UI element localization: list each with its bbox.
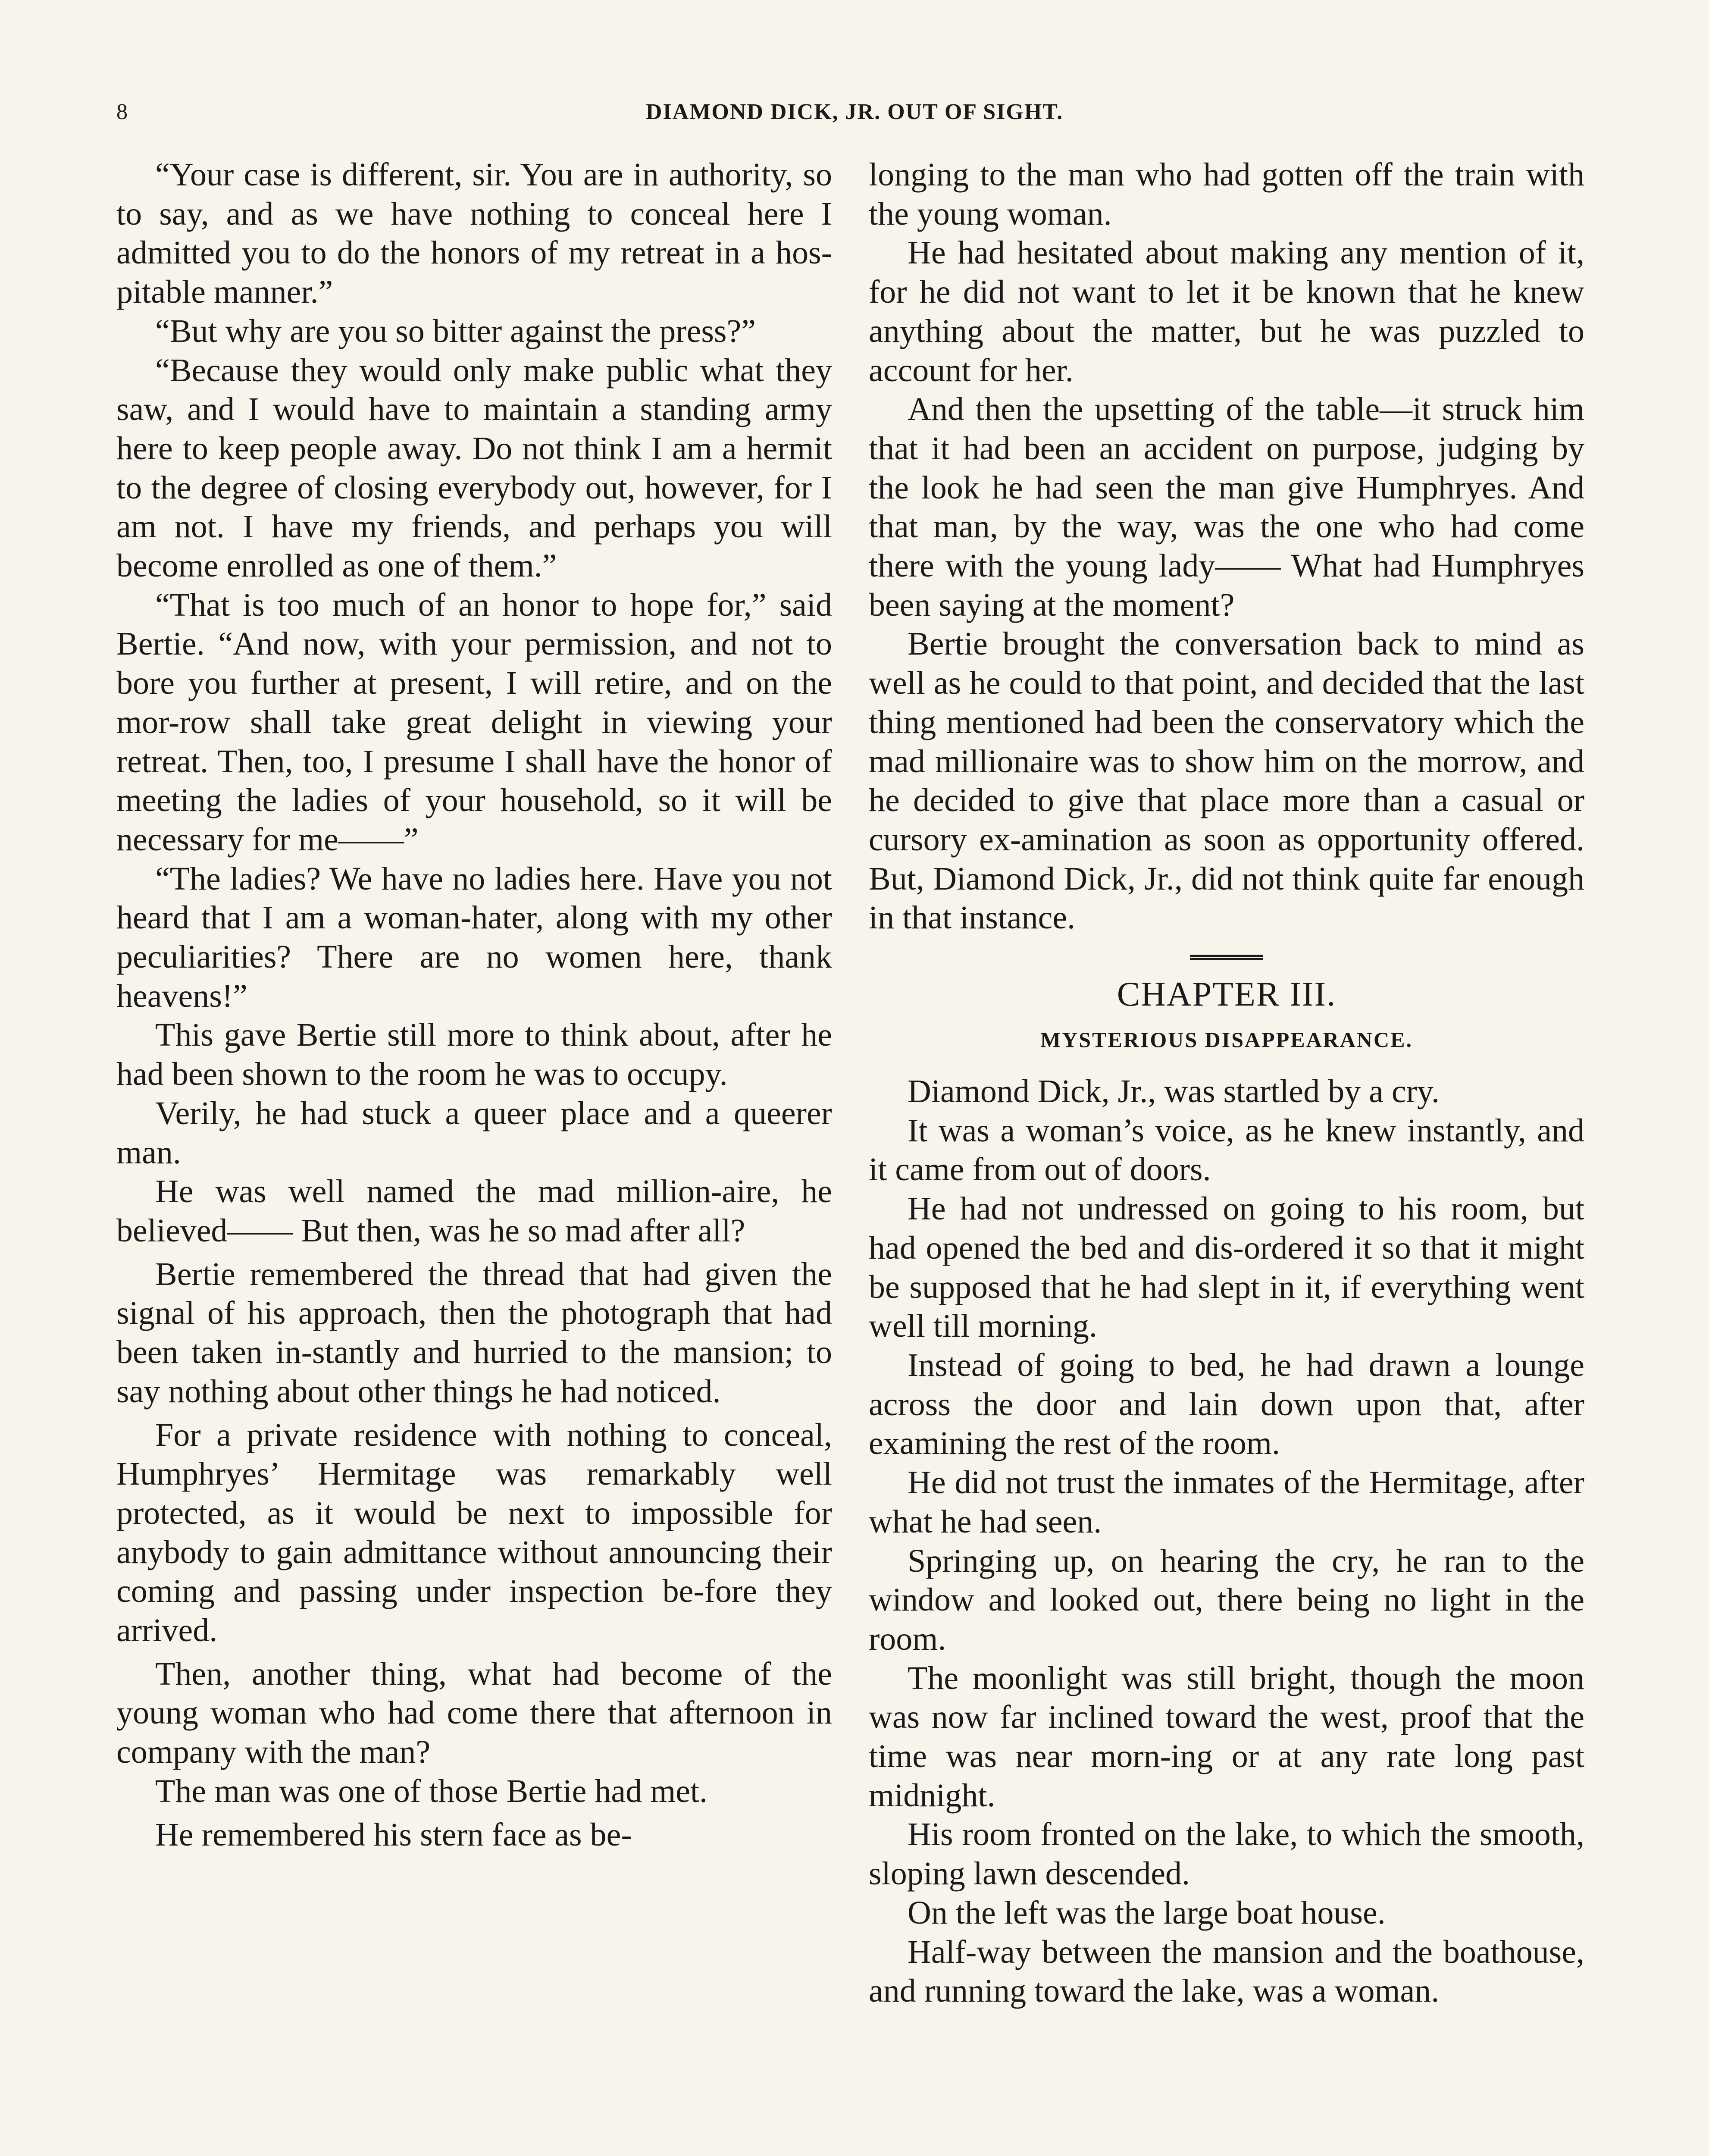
left-column [116,155,832,1854]
paragraph: Verily, he had stuck a queer place and a queerer man. [116,1095,832,1171]
paragraph: Bertie remembered the thread that had given the signal of his approach, then the photograph that had been taken in-stantly and hurried to the mansion; to say nothing about other things he had noticed. [116,1256,832,1410]
paragraph: Springing up, on hearing the cry, he ran to the window and looked out, there being no light in the room. [869,1542,1584,1657]
paragraph: longing to the man who had gotten off the train with the young woman. [869,157,1584,232]
paragraph: “Because they would only make public what they saw, and I would have to maintain a standing army here to keep people away. Do not think I am a hermit to the degree of closing everybody out, however, for I am not. I have my friends, and perhaps you will become enrolled as one of them.” [116,352,832,584]
paragraph: “But why are you so bitter against the press?” [155,313,756,349]
chapter-divider [1190,955,1263,960]
paragraph: Instead of going to bed, he had drawn a lounge across the door and lain down upon that, after examining the rest of the room. [869,1347,1584,1462]
paragraph: He was well named the mad million-aire, he believed—— But then, was he so mad after all? [116,1173,832,1249]
paragraph: For a private residence with nothing to conceal, Humphryes’ Hermitage was remarkably well protected, as it would be next to impossible for anybody to gain admittance without announcing their coming and passing under inspection be-fore they arrived. [116,1416,832,1649]
paragraph: On the left was the large boat house. [908,1894,1386,1931]
paragraph: He had not undressed on going to his room, but had opened the bed and dis-ordered it so that it might be supposed that he had slept in it, if everything went well till morning. [869,1191,1584,1344]
paragraph: He remembered his stern face as be- [155,1816,632,1853]
paragraph: “That is too much of an honor to hope for,” said Bertie. “And now, with your permission, and not to bore you further at present, I will retire, and on the mor-row shall take great delight in viewing your retreat. Then, too, I presume I shall have the honor of meeting the ladies of your household, so it will be necessary for me——” [116,586,832,858]
right-column [869,155,1584,2011]
paragraph: “The ladies? We have no ladies here. Have you not heard that I am a woman-hater, along with my other peculiarities? There are no women here, thank heavens!” [116,860,832,1014]
paragraph: The moonlight was still bright, though the moon was now far inclined toward the west, proof that the time was near morn-ing or at any rate long past midnight. [869,1660,1584,1814]
chapter-heading: CHAPTER III. [1117,975,1337,1014]
paragraph: And then the upsetting of the table—it struck him that it had been an accident on purpose, judging by the look he had seen the man give Humphryes. And that man, by the way, was the one who had come there with the young lady—— What had Humphryes been saying at the moment? [869,391,1584,623]
paragraph: His room fronted on the lake, to which the smooth, sloping lawn descended. [869,1816,1584,1892]
paragraph: Then, another thing, what had become of the young woman who had come there that afternoon in company with the man? [116,1655,832,1771]
running-title: DIAMOND DICK, JR. OUT OF SIGHT. [645,100,1064,124]
running-head [116,99,1593,134]
paragraph: This gave Bertie still more to think about, after he had been shown to the room he was to occupy. [116,1017,832,1093]
paragraph: The man was one of those Bertie had met. [155,1773,708,1809]
page-number: 8 [116,100,128,124]
paragraph: Bertie brought the conversation back to mind as well as he could to that point, and decided that the last thing mentioned had been the conservatory which the mad millionaire was to show him on the morrow, and he decided to give that place more than a casual or cursory ex-amination as soon as opportunity offered. But, Diamond Dick, Jr., did not think quite far enough in that instance. [869,626,1584,936]
paragraph: He had hesitated about making any mention of it, for he did not want to let it be known that he knew anything about the matter, but he was puzzled to account for her. [869,235,1584,389]
paragraph: It was a woman’s voice, as he knew instantly, and it came from out of doors. [869,1112,1584,1188]
paragraph: “Your case is different, sir. You are in authority, so to say, and as we have nothing to conceal here I admitted you to do the honors of my retreat in a hos-pitable manner.” [116,157,832,310]
paragraph: He did not trust the inmates of the Hermitage, after what he had seen. [869,1464,1584,1540]
paragraph: Diamond Dick, Jr., was startled by a cry. [908,1073,1440,1110]
paragraph: Half-way between the mansion and the boathouse, and running toward the lake, was a woman. [869,1934,1584,2009]
chapter-subtitle: MYSTERIOUS DISAPPEARANCE. [1040,1028,1413,1052]
